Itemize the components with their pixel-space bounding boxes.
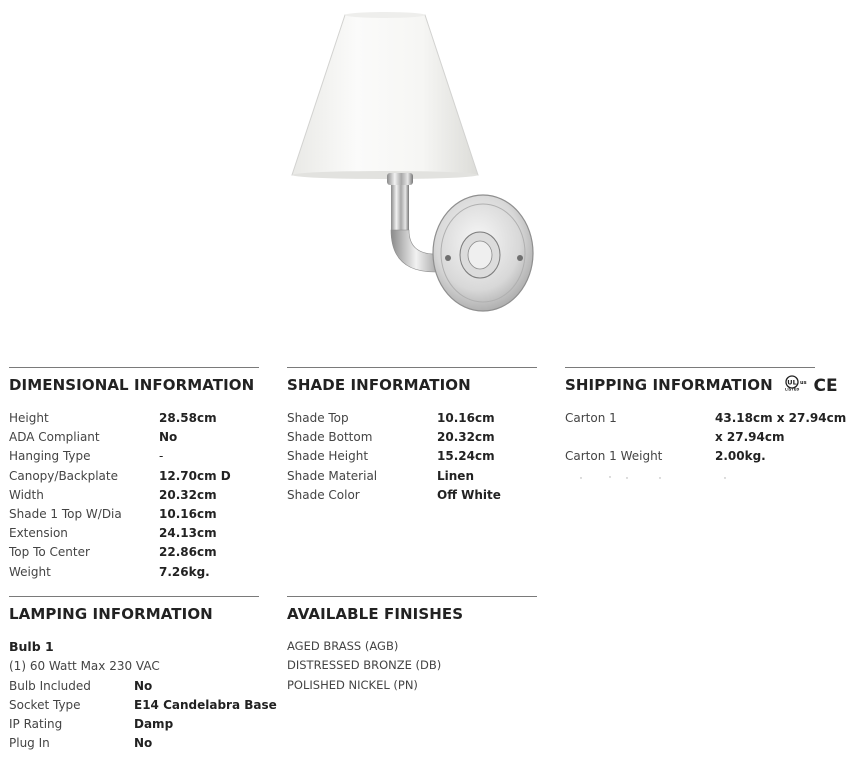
dim-row-top-to-center xyxy=(9,543,259,562)
finishes-title: AVAILABLE FINISHES xyxy=(287,605,464,623)
row-label: Shade Bottom xyxy=(287,430,373,445)
row-value: 20.32cm xyxy=(437,430,495,445)
shade-row-bottom xyxy=(287,428,537,447)
dim-row-height xyxy=(9,409,259,428)
row-value: 24.13cm xyxy=(159,526,217,541)
row-value: 7.26kg. xyxy=(159,564,210,579)
row-value: x 27.94cm xyxy=(715,430,785,445)
lamp-row-socket xyxy=(9,696,277,715)
shipping-row-carton-cont xyxy=(565,428,827,447)
dim-row-weight xyxy=(9,563,259,582)
row-value: 10.16cm xyxy=(437,411,495,425)
row-value: No xyxy=(134,678,153,693)
section-divider xyxy=(9,596,259,597)
row-label: Carton 1 xyxy=(565,411,617,425)
dimensional-rows xyxy=(9,409,259,582)
section-divider xyxy=(287,367,537,368)
lamp-row-plug xyxy=(9,734,259,753)
dim-row-hanging xyxy=(9,447,259,466)
row-value: 15.24cm xyxy=(437,449,495,464)
shade-row-material xyxy=(287,467,537,486)
row-value: 43.18cm x 27.94cm xyxy=(715,411,846,425)
row-value: 10.16cm xyxy=(159,506,217,521)
shipping-rows xyxy=(565,409,846,467)
dim-row-extension xyxy=(9,524,259,543)
row-label: Hanging Type xyxy=(9,449,91,464)
finishes-section xyxy=(287,596,537,695)
lamping-section xyxy=(9,596,277,753)
dimensional-title: DIMENSIONAL INFORMATION xyxy=(9,376,255,394)
shipping-section xyxy=(565,367,846,475)
shipping-title: SHIPPING INFORMATION xyxy=(565,376,773,394)
ul-listed-icon xyxy=(784,375,806,397)
row-value: E14 Candelabra Base xyxy=(134,697,277,712)
shade-row-color xyxy=(287,486,537,505)
dim-row-width xyxy=(9,486,259,505)
row-value: 22.86cm xyxy=(159,545,217,560)
shade-row-height xyxy=(287,447,537,466)
row-value: Off White xyxy=(437,487,501,502)
row-value: Damp xyxy=(134,716,174,731)
row-value: 12.70cm D xyxy=(159,468,231,483)
row-label: Shade Height xyxy=(287,449,369,464)
row-value: Linen xyxy=(437,468,474,483)
section-divider xyxy=(287,596,537,597)
row-label: Canopy/Backplate xyxy=(9,468,118,483)
ce-mark-icon: CE xyxy=(813,375,838,396)
section-divider xyxy=(565,367,815,368)
row-label: Extension xyxy=(9,526,68,541)
section-divider xyxy=(9,367,259,368)
row-value: No xyxy=(159,430,178,445)
row-label: Top To Center xyxy=(9,545,90,560)
finish-item: AGED BRASS (AGB) xyxy=(287,639,399,653)
shipping-row-weight xyxy=(565,447,827,466)
row-value: - xyxy=(159,449,164,464)
dim-row-canopy xyxy=(9,467,259,486)
row-label: Height xyxy=(9,411,49,425)
lamping-rows xyxy=(9,677,277,754)
row-label: Shade 1 Top W/Dia xyxy=(9,506,122,521)
row-label: Bulb Included xyxy=(9,678,91,693)
row-label: ADA Compliant xyxy=(9,430,100,445)
row-value: No xyxy=(134,736,153,751)
row-label: Shade Color xyxy=(287,487,360,502)
row-label: IP Rating xyxy=(9,716,63,731)
shade-rows xyxy=(287,409,537,505)
finishes-list xyxy=(287,637,537,695)
dim-row-ada xyxy=(9,428,259,447)
shade-row-top xyxy=(287,409,537,428)
row-label: Weight xyxy=(9,564,51,579)
product-image xyxy=(270,0,560,330)
lamp-row-bulb-included xyxy=(9,677,259,696)
wall-sconce-illustration xyxy=(270,0,560,330)
row-label: Plug In xyxy=(9,736,50,751)
row-label: Width xyxy=(9,487,44,502)
row-label: Carton 1 Weight xyxy=(565,449,663,464)
svg-text:us: us xyxy=(800,379,807,386)
row-label: Shade Top xyxy=(287,411,349,425)
svg-text:LISTED: LISTED xyxy=(785,387,800,391)
svg-text:UL: UL xyxy=(787,378,797,386)
shade-title: SHADE INFORMATION xyxy=(287,376,471,394)
shipping-title-row xyxy=(565,374,838,396)
row-value: 28.58cm xyxy=(159,411,217,425)
shipping-row-carton xyxy=(565,409,846,428)
row-value: 20.32cm xyxy=(159,487,217,502)
finish-item: POLISHED NICKEL (PN) xyxy=(287,677,418,692)
faint-artifact-dots xyxy=(565,467,827,475)
bulb-description: (1) 60 Watt Max 230 VAC xyxy=(9,659,160,673)
finish-item: DISTRESSED BRONZE (DB) xyxy=(287,658,442,673)
dim-row-shade-top xyxy=(9,505,259,524)
row-label: Shade Material xyxy=(287,468,378,483)
row-label: Socket Type xyxy=(9,697,81,712)
bulb-title: Bulb 1 xyxy=(9,639,54,654)
shade-section xyxy=(287,367,537,505)
lamping-title: LAMPING INFORMATION xyxy=(9,605,213,623)
row-value: 2.00kg. xyxy=(715,449,766,464)
lamp-row-ip xyxy=(9,715,259,734)
dimensional-section xyxy=(9,367,259,582)
